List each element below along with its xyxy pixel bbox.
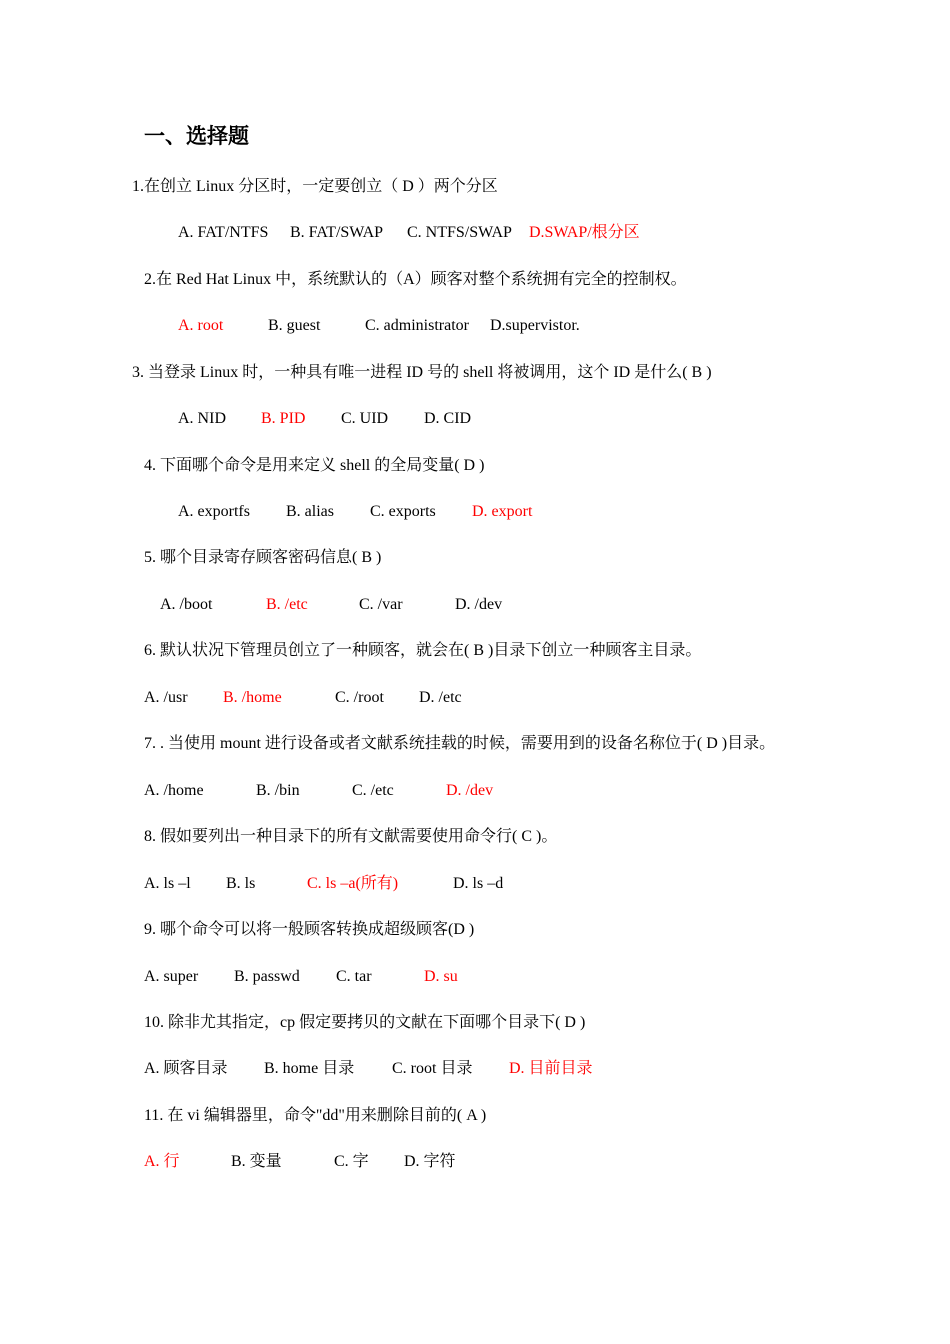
- answer-option: D. 目前目录: [509, 1060, 593, 1077]
- option: A. NID: [178, 410, 226, 427]
- option: D.supervistor.: [490, 317, 580, 334]
- option: D. 字符: [404, 1153, 456, 1170]
- option: C. tar: [336, 968, 372, 985]
- option: A. 顾客目录: [144, 1060, 228, 1077]
- answer-option: D.SWAP/根分区: [529, 224, 640, 241]
- question-text: 9. 哪个命令可以将一般顾客转换成超级顾客(D ): [144, 921, 475, 938]
- answer-option: B. /home: [223, 689, 282, 706]
- section-title: 一、选择题: [144, 124, 249, 148]
- option: B. guest: [268, 317, 321, 334]
- question-text: 4. 下面哪个命令是用来定义 shell 的全局变量( D ): [144, 457, 485, 474]
- option: B. /bin: [256, 782, 300, 799]
- answer-option: A. 行: [144, 1153, 180, 1170]
- option: C. exports: [370, 503, 436, 520]
- option: C. NTFS/SWAP: [407, 224, 512, 241]
- option: B. 变量: [231, 1153, 282, 1170]
- option: A. exportfs: [178, 503, 250, 520]
- option: B. home 目录: [264, 1060, 355, 1077]
- option: A. ls –l: [144, 875, 191, 892]
- question-text: 5. 哪个目录寄存顾客密码信息( B ): [144, 549, 382, 566]
- option: B. alias: [286, 503, 334, 520]
- question-text: 2.在 Red Hat Linux 中，系统默认的（A）顾客对整个系统拥有完全的控制权。: [144, 271, 687, 288]
- question-text: 11. 在 vi 编辑器里，命令"dd"用来删除目前的( A ): [144, 1107, 487, 1124]
- answer-option: B. /etc: [266, 596, 308, 613]
- option: A. /home: [144, 782, 204, 799]
- question-text: 3. 当登录 Linux 时，一种具有唯一进程 ID 号的 shell 将被调用，这个 ID 是什么( B ): [132, 364, 712, 381]
- question-text: 10. 除非尤其指定，cp 假定要拷贝的文献在下面哪个目录下( D ): [144, 1014, 586, 1031]
- option: C. 字: [334, 1153, 369, 1170]
- answer-option: A. root: [178, 317, 224, 334]
- answer-option: D. su: [424, 968, 458, 985]
- question-text: 1.在创立 Linux 分区时，一定要创立（ D ）两个分区: [132, 178, 498, 195]
- option: C. /root: [335, 689, 384, 706]
- option: D. /dev: [455, 596, 503, 613]
- option: B. passwd: [234, 968, 300, 985]
- option: A. /boot: [160, 596, 213, 613]
- option: C. /var: [359, 596, 403, 613]
- option: B. FAT/SWAP: [290, 224, 384, 241]
- option: B. ls: [226, 875, 256, 892]
- option: D. ls –d: [453, 875, 504, 892]
- option: D. /etc: [419, 689, 462, 706]
- answer-option: B. PID: [261, 410, 306, 427]
- option: C. administrator: [365, 317, 469, 334]
- option: A. FAT/NTFS: [178, 224, 269, 241]
- option: D. CID: [424, 410, 472, 427]
- option: A. super: [144, 968, 199, 985]
- answer-option: D. export: [472, 503, 533, 520]
- option: C. /etc: [352, 782, 394, 799]
- answer-option: D. /dev: [446, 782, 494, 799]
- question-text: 6. 默认状况下管理员创立了一种顾客，就会在( B )目录下创立一种顾客主目录。: [144, 642, 702, 659]
- option: A. /usr: [144, 689, 188, 706]
- question-text: 7. . 当使用 mount 进行设备或者文献系统挂载的时候，需要用到的设备名称位于( D )目录。: [144, 735, 776, 752]
- answer-option: C. ls –a(所有): [307, 875, 399, 892]
- option: C. UID: [341, 410, 389, 427]
- question-text: 8. 假如要列出一种目录下的所有文献需要使用命令行( C )。: [144, 828, 558, 845]
- option: C. root 目录: [392, 1060, 473, 1077]
